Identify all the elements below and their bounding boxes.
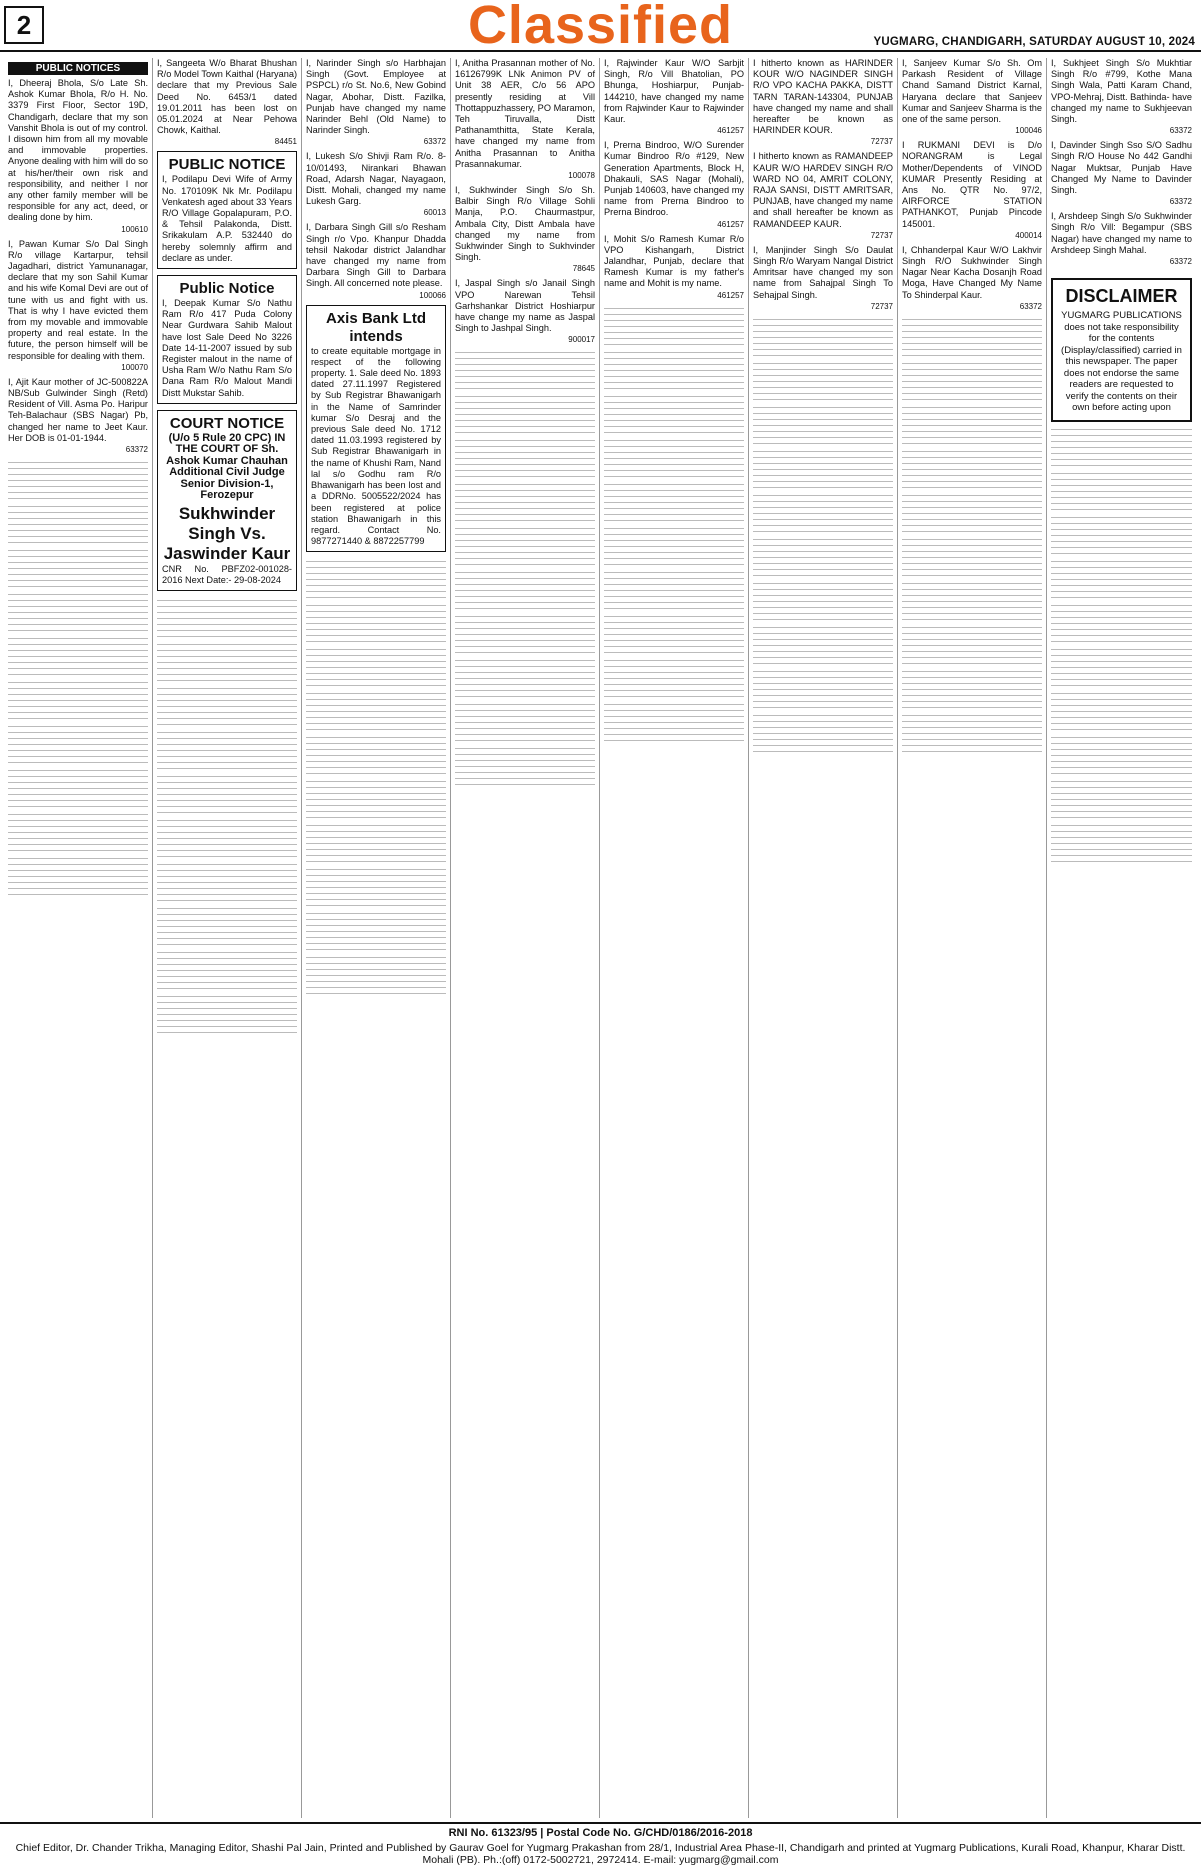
text-filler xyxy=(1051,602,1192,642)
column-3 xyxy=(302,58,451,1818)
classified-ad: I RUKMANI DEVI is D/o NORANGRAM is Legal Mother/Dependents of VINOD KUMAR Presently Residing at Ans No. QTR No. 97/2, AIRFORCE STATION PATHANKOT, Punjab Pincode 145001. xyxy=(902,140,1042,229)
text-filler xyxy=(8,547,148,587)
ad-code: 84451 xyxy=(274,137,297,147)
text-filler xyxy=(1051,646,1192,686)
notice-text: I, Podilapu Devi Wife of Army No. 170109K Nk Mr. Podilapu Venkatesh aged about 33 Years R/O Village Gopalapuram, P.O. & Tehsil Palakonda, Distt. Srikakulam A.P. 532440 do hereby solemnly affirm and declare as under. xyxy=(162,174,292,263)
text-filler xyxy=(306,602,446,642)
ad-code: 63372 xyxy=(1169,197,1192,207)
notice-box xyxy=(157,410,297,591)
classified-ad: I, Sukhjeet Singh S/o Mukhtiar Singh R/o #799, Kothe Mana Singh Wala, Patti Karam Chand, VPO-Mehraj, Distt. Bathinda- have changed my name to Sukhjeevan Singh. xyxy=(1051,58,1192,125)
text-filler xyxy=(455,393,595,433)
column-2 xyxy=(153,58,302,1818)
text-filler xyxy=(8,855,148,895)
text-filler xyxy=(306,954,446,994)
text-filler xyxy=(1051,558,1192,598)
text-filler xyxy=(157,817,297,857)
classified-ad: I, Pawan Kumar S/o Dal Singh R/o village Kartarpur, tehsil Jagadhari, district Yamunanagar, declare that my son Sahil Kumar and his wife Komal Devi are out of tune with us and fight with us. That is why I have evicted them from my movable and immovable property and real estate. In the future, the person himself will be responsible for dealing with them. xyxy=(8,238,148,361)
text-filler xyxy=(753,624,893,664)
ad-code: 72737 xyxy=(870,301,893,311)
classified-ad: I, Arshdeep Singh S/o Sukhwinder Singh R/o Vill: Begampur (SBS Nagar) have changed my name to Arshdeep Singh Mahal. xyxy=(1051,211,1192,255)
section-title: Classified xyxy=(467,0,734,55)
category-heading: PUBLIC NOTICES xyxy=(8,62,148,75)
text-filler xyxy=(902,624,1042,664)
text-filler xyxy=(604,525,744,565)
classified-ad: I, Manjinder Singh S/o Daulat Singh R/o Waryam Nangal District Amritsar have changed my son name from Sahajpal Singh To Sehajpal Singh. xyxy=(753,244,893,300)
text-filler xyxy=(8,503,148,543)
text-filler xyxy=(306,866,446,906)
classified-ad: I, Dheeraj Bhola, S/o Late Sh. Ashok Kumar Bhola, R/o H. No. 3379 First Floor, Sector 19D, Chandigarh, declare that my son Vanshit Bhola is out of my control. I disown him from all my movable and immovable properties. Anyone dealing with him will do so at his/her/their own risk and responsibility, and neither I nor any other family member will be responsible for any act, deed, or dealing done by him. xyxy=(8,78,148,223)
text-filler xyxy=(753,316,893,356)
text-filler xyxy=(306,778,446,818)
text-filler xyxy=(1051,690,1192,730)
ad-code: 461257 xyxy=(717,126,744,136)
classified-ad: I hitherto known as RAMANDEEP KAUR W/O HARDEV SINGH R/O WARD NO 04, AMRIT COLONY, RAJA SANSI, DISTT AMRITSAR, PUNJAB, have changed my name and shall hereafter be known as RAMANDEEP KAUR. xyxy=(753,151,893,229)
text-filler xyxy=(157,905,297,945)
notice-box xyxy=(157,151,297,269)
text-filler xyxy=(753,580,893,620)
ad-code: 100070 xyxy=(121,362,148,372)
column-6 xyxy=(749,58,898,1818)
column-7 xyxy=(898,58,1047,1818)
notice-title: COURT NOTICE xyxy=(169,414,285,432)
text-filler xyxy=(902,712,1042,752)
text-filler xyxy=(753,492,893,532)
text-filler xyxy=(8,811,148,851)
notice-title: Public Notice xyxy=(179,280,275,298)
disclaimer-title: DISCLAIMER xyxy=(1065,286,1178,307)
text-filler xyxy=(157,949,297,989)
ad-code: 461257 xyxy=(717,219,744,229)
text-filler xyxy=(604,349,744,389)
classified-ad: I hitherto known as HARINDER KOUR W/O NAGINDER SINGH R/O VPO KACHA PAKKA, DISTT TARN TARAN-143304, PUNJAB have changed my name and shall hereafter be known as HARINDER KOUR. xyxy=(753,58,893,136)
text-filler xyxy=(157,729,297,769)
text-filler xyxy=(8,635,148,675)
text-filler xyxy=(604,657,744,697)
disclaimer-box xyxy=(1051,278,1192,422)
column-1 xyxy=(4,58,153,1818)
text-filler xyxy=(455,349,595,389)
text-filler xyxy=(753,448,893,488)
page-number: 2 xyxy=(4,6,44,44)
text-filler xyxy=(1051,734,1192,774)
footer xyxy=(0,1822,1201,1874)
ad-code: 72737 xyxy=(870,230,893,240)
footer-imprint: Chief Editor, Dr. Chander Trikha, Managing Editor, Shashi Pal Jain, Printed and Published by Gaurav Goel for Yugmarg Prakashan from 28/1, Industrial Area Phase-II, Chandigarh and printed at Yugmarg Publications, Kurali Road, Khanpur, Kharar Distt. Mohali (PB). Ph.:(off) 0172-5002721, 2972414. E-mail: yugmarg@gmail.com xyxy=(15,1842,1186,1866)
text-filler xyxy=(306,558,446,598)
notice-box xyxy=(157,275,297,404)
text-filler xyxy=(306,734,446,774)
column-8 xyxy=(1047,58,1196,1818)
text-filler xyxy=(902,404,1042,444)
classified-ad: I, Ajit Kaur mother of JC-500822A NB/Sub Gulwinder Singh (Retd) Resident of Vill. Asma Po. Haripur Teh-Balachaur (SBS Nagar) Pb, changed her name to Jeet Kaur. Her DOB is 01-01-1944. xyxy=(8,376,148,443)
text-filler xyxy=(753,668,893,708)
ad-code: 100046 xyxy=(1015,126,1042,136)
ad-code: 60013 xyxy=(423,208,446,218)
text-filler xyxy=(753,360,893,400)
text-filler xyxy=(157,861,297,901)
text-filler xyxy=(902,316,1042,356)
text-filler xyxy=(604,613,744,653)
text-filler xyxy=(604,701,744,741)
footer-rni: RNI No. 61323/95 | Postal Code No. G/CHD/0186/2016-2018 xyxy=(448,1827,753,1839)
text-filler xyxy=(455,525,595,565)
ad-code: 900017 xyxy=(568,335,595,345)
text-filler xyxy=(902,448,1042,488)
text-filler xyxy=(1051,470,1192,510)
text-filler xyxy=(604,437,744,477)
notice-text: I, Deepak Kumar S/o Nathu Ram R/o 417 Puda Colony Near Gurdwara Sahib Malout have lost Sale Deed No 3226 Date 14-11-2007 issued by sub Register malout in the name of Usha Ram W/o Nathu Ram S/o Dana Ram R/o Malout Mandi Distt Mukstar Sahib. xyxy=(162,298,292,398)
classified-ad: I, Chhanderpal Kaur W/O Lakhvir Singh R/O Sukhwinder Singh Nagar Near Kacha Dosanjh Road Moga, Have Changed My Name To Shinderpal Kaur. xyxy=(902,244,1042,300)
text-filler xyxy=(455,569,595,609)
classified-ad: I, Davinder Singh Sso S/O Sadhu Singh R/O House No 442 Gandhi Nagar Muktsar, Punjab Have Changed My Name to Davinder Singh. xyxy=(1051,140,1192,196)
text-filler xyxy=(1051,778,1192,818)
notice-title: PUBLIC NOTICE xyxy=(168,156,286,174)
text-filler xyxy=(455,701,595,741)
ad-code: 63372 xyxy=(1169,126,1192,136)
text-filler xyxy=(306,910,446,950)
text-filler xyxy=(753,404,893,444)
dateline: YUGMARG, CHANDIGARH, SATURDAY AUGUST 10, 2024 xyxy=(873,36,1195,48)
classified-ad: I, Mohit S/o Ramesh Kumar R/o VPO Kishangarh, District Jalandhar, Punjab, declare that Ramesh Kumar is my father's name and Mohit is my name. xyxy=(604,233,744,289)
text-filler xyxy=(8,459,148,499)
classified-ad: I, Jaspal Singh s/o Janail Singh VPO Narewan Tehsil Garhshankar District Hoshiarpur have change my name as Jaspal Singh to Jashpal Singh. xyxy=(455,278,595,334)
classified-ad: I, Lukesh S/o Shivji Ram R/o. 8-10/01493, Nirankari Bhawan Road, Adarsh Nagar, Nayagaon, Distt. Mohali, changed my name Lukesh Garg. xyxy=(306,151,446,207)
text-filler xyxy=(604,569,744,609)
text-filler xyxy=(455,481,595,521)
text-filler xyxy=(306,690,446,730)
notice-text: to create equitable mortgage in respect of the following property. 1. Sale deed No. 1893 dated 27.11.1997 Registered by Sub Registrar Bhawanigarh in the Name of Samrinder kumar S/o Desraj and the previous Sale deed No. 1712 dated 11.03.1993 registered by Sub Registrar Bhawanigarh in the name of Khushi Ram, Nand lal s/o Godhu ram R/o Bhawanigarh has been lost and a DDRNo. 5005522/2024 has been registered at police station Bhawanigarh in this regard. Contact No. 9877271440 & 8872257799 xyxy=(311,345,441,547)
text-filler xyxy=(753,712,893,752)
ad-code: 63372 xyxy=(1169,257,1192,267)
text-filler xyxy=(8,767,148,807)
classified-ad: I, Prerna Bindroo, W/O Surender Kumar Bindroo R/o #129, New Generation Apartments, Block H, Dhakauli, SAS Nagar (Mohali), Punjab 140603, have changed my name from Prerna Bindroo to Prerna Bindroo. xyxy=(604,140,744,218)
text-filler xyxy=(455,613,595,653)
classified-columns xyxy=(4,58,1197,1818)
text-filler xyxy=(455,437,595,477)
text-filler xyxy=(306,822,446,862)
ad-code: 78645 xyxy=(572,264,595,274)
text-filler xyxy=(157,597,297,637)
notice-case-name: Sukhwinder Singh Vs. Jaswinder Kaur xyxy=(163,503,291,563)
text-filler xyxy=(157,641,297,681)
ad-code: 100078 xyxy=(568,171,595,181)
classified-ad: I, Sangeeta W/o Bharat Bhushan R/o Model Town Kaithal (Haryana) declare that my Previous Sale Deed No. 6453/1 dated 19.01.2011 has been lost on 05.01.2024 at Near Pehowa Chowk, Kaithal. xyxy=(157,58,297,136)
text-filler xyxy=(1051,514,1192,554)
ad-code: 100066 xyxy=(419,290,446,300)
ad-code: 72737 xyxy=(870,137,893,147)
text-filler xyxy=(8,591,148,631)
text-filler xyxy=(902,360,1042,400)
disclaimer-text: YUGMARG PUBLICATIONS does not take responsibility for the contents (Display/classified) carried in this newspaper. The paper does not endorse the same readers are requested to verify the contents on their own before acting upon xyxy=(1061,310,1182,414)
text-filler xyxy=(157,685,297,725)
ad-code: 100610 xyxy=(121,224,148,234)
notice-subtitle: (U/o 5 Rule 20 CPC) IN THE COURT OF Sh. Ashok Kumar Chauhan Additional Civil Judge Senior Division-1, Ferozepur xyxy=(166,431,288,502)
text-filler xyxy=(157,993,297,1033)
classified-ad: I, Sukhwinder Singh S/o Sh. Balbir Singh R/o Village Sohli Manja, P.O. Chaurmastpur, Ambala City, Distt Ambala have changed my name from Sukhwinder Singh to Sukhvinder Singh. xyxy=(455,185,595,263)
column-4 xyxy=(451,58,600,1818)
ad-code: 63372 xyxy=(423,137,446,147)
text-filler xyxy=(306,646,446,686)
ad-code: 461257 xyxy=(717,290,744,300)
column-5 xyxy=(600,58,749,1818)
ad-code: 63372 xyxy=(125,445,148,455)
notice-title: Axis Bank Ltd intends xyxy=(325,309,427,345)
text-filler xyxy=(1051,426,1192,466)
text-filler xyxy=(604,393,744,433)
ad-code: 63372 xyxy=(1019,301,1042,311)
text-filler xyxy=(902,580,1042,620)
text-filler xyxy=(1051,822,1192,862)
classified-ad: I, Darbara Singh Gill s/o Resham Singh r/o Vpo. Khanpur Dhadda tehsil Nakodar district Jalandhar have changed my name from Darbara Singh Gill to Darbara Singh. All concerned note please. xyxy=(306,222,446,289)
text-filler xyxy=(8,723,148,763)
classified-ad: I, Rajwinder Kaur W/O Sarbjit Singh, R/o Vill Bhatolian, PO Bhunga, Hoshiarpur, Punjab-144210, have changed my name from Rajwinder Kaur to Rajwinder Kaur. xyxy=(604,58,744,125)
text-filler xyxy=(902,668,1042,708)
text-filler xyxy=(157,773,297,813)
text-filler xyxy=(902,492,1042,532)
text-filler xyxy=(455,745,595,785)
classified-ad: I, Narinder Singh s/o Harbhajan Singh (Govt. Employee at PSPCL) r/o St. No.6, New Gobind Nagar, Abohar, Distt. Fazilka, Punjab have changed my name Narinder Behl (Old Name) to Narinder Singh. xyxy=(306,58,446,136)
text-filler xyxy=(604,481,744,521)
notice-box xyxy=(306,305,446,553)
ad-code: 400014 xyxy=(1015,230,1042,240)
notice-text: CNR No. PBFZ02-001028-2016 Next Date:- 29-08-2024 xyxy=(162,563,292,586)
classified-ad: I, Anitha Prasannan mother of No. 16126799K LNk Animon PV of Unit 38 AER, C/o 56 APO presently residing at Vill Thottappuzhassery, PO Maramon, Teh Tiruvalla, Distt Pathanamthitta, State Kerala, have changed my name from Anitha Prasannan to Anitha Prasannakumar. xyxy=(455,58,595,169)
masthead xyxy=(0,0,1201,55)
text-filler xyxy=(455,657,595,697)
text-filler xyxy=(902,536,1042,576)
text-filler xyxy=(8,679,148,719)
text-filler xyxy=(604,305,744,345)
classified-ad: I, Sanjeev Kumar S/o Sh. Om Parkash Resident of Village Chand Samand District Karnal, Haryana declare that Sanjeev Kumar and Sanjeev Sharma is the one of the same person. xyxy=(902,58,1042,125)
text-filler xyxy=(753,536,893,576)
